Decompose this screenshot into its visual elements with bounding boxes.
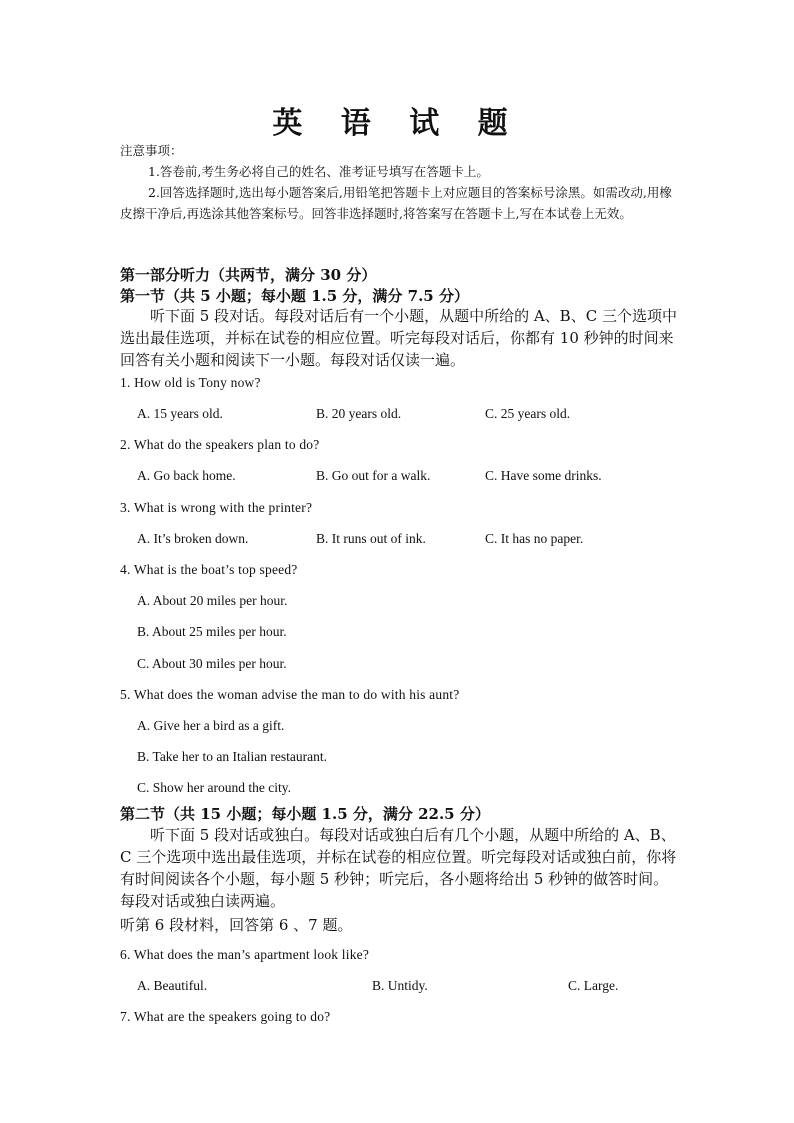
q3-option-c: C. It has no paper.: [485, 531, 584, 546]
part1-heading: 第一部分听力（共两节，满分 30 分）: [120, 266, 377, 284]
q1-option-b: B. 20 years old.: [316, 406, 402, 421]
notice-item-1: 1.答卷前,考生务必将自己的姓名、准考证号填写在答题卡上。: [148, 164, 489, 179]
q6-option-a: A. Beautiful.: [137, 978, 208, 993]
question-4: 4. What is the boat’s top speed?: [120, 562, 298, 577]
q2-option-c: C. Have some drinks.: [485, 468, 602, 483]
section1-instructions: 听下面 5 段对话。每段对话后有一个小题，从题中所给的 A、B、C 三个选项中选出最佳选项，并标在试卷的相应位置。听完每段对话后，你都有 10 秒钟的时间来回答有关小题和阅读下一小题。每段对话仅读一遍。: [120, 307, 677, 369]
question-5: 5. What does the woman advise the man to do with his aunt?: [120, 687, 460, 702]
q2-option-b: B. Go out for a walk.: [316, 468, 431, 483]
q1-option-c: C. 25 years old.: [485, 406, 571, 421]
page-title: 英 语 试 题: [272, 106, 522, 141]
q2-option-a: A. Go back home.: [137, 468, 236, 483]
q1-option-a: A. 15 years old.: [137, 406, 223, 421]
notice-item-2: 2.回答选择题时,选出每小题答案后,用铅笔把答题卡上对应题目的答案标号涂黑。如需改动,用橡皮擦干净后,再选涂其他答案标号。回答非选择题时,将答案写在答题卡上,写在本试卷上无效。: [120, 185, 672, 221]
question-2: 2. What do the speakers plan to do?: [120, 437, 320, 452]
q6-option-b: B. Untidy.: [372, 978, 428, 993]
q6-option-c: C. Large.: [568, 978, 619, 993]
q3-option-b: B. It runs out of ink.: [316, 531, 426, 546]
question-6: 6. What does the man’s apartment look like?: [120, 947, 370, 962]
question-3: 3. What is wrong with the printer?: [120, 500, 313, 515]
q4-option-b: B. About 25 miles per hour.: [137, 624, 287, 639]
q5-option-b: B. Take her to an Italian restaurant.: [137, 749, 327, 764]
q4-option-c: C. About 30 miles per hour.: [137, 656, 287, 671]
q5-option-c: C. Show her around the city.: [137, 780, 291, 795]
section1-heading: 第一节（共 5 小题；每小题 1.5 分，满分 7.5 分）: [120, 287, 469, 305]
section2-instructions: 听下面 5 段对话或独白。每段对话或独白后有几个小题，从题中所给的 A、B、C 三个选项中选出最佳选项，并标在试卷的相应位置。听完每段对话或独白前，你将有时间阅读各个小题，每小题 5 秒钟；听完后，各小题将给出 5 秒钟的做答时间。每段对话或独白读两遍。: [120, 826, 677, 910]
notice-heading: 注意事项：: [120, 143, 183, 158]
question-7: 7. What are the speakers going to do?: [120, 1009, 331, 1024]
section2-heading: 第二节（共 15 小题；每小题 1.5 分，满分 22.5 分）: [120, 805, 490, 823]
q3-option-a: A. It’s broken down.: [137, 531, 249, 546]
q4-option-a: A. About 20 miles per hour.: [137, 593, 288, 608]
q5-option-a: A. Give her a bird as a gift.: [137, 718, 285, 733]
question-1: 1. How old is Tony now?: [120, 375, 261, 390]
material-6-instruction: 听第 6 段材料，回答第 6 、7 题。: [120, 916, 353, 934]
